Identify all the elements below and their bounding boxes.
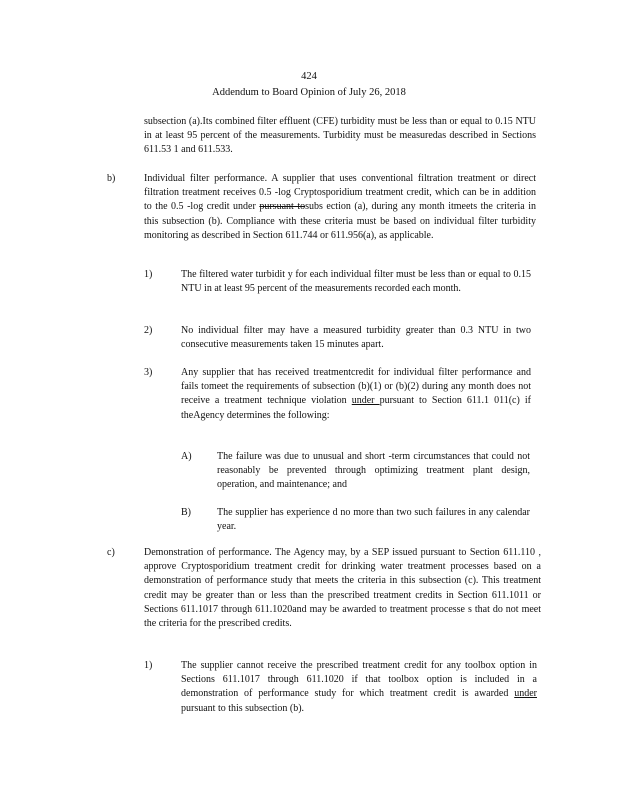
item-b3-marker: 3) — [144, 367, 153, 378]
section-c-paragraph: Demonstration of performance. The Agency may, by a SEP issued pursuant to Section 611.110 , approve Cryptosporidium treatment credit for drinking water treatment processes based on a demonstration of performance study that meets the criteria in this subsection (c). This treatment credit may be greater than or less than the prescribed treatment credits in Section 611.1011 or Sections 611.1017 through 611.1020and may be awarded to treatment processe s that do not meet the criteria for the prescribed credits. — [144, 547, 541, 630]
item-b3-text-part1: Any supplier that has received treatmentcredit for individual filter performance and fails tomeet the requirements of subsection (b)(1) or (b)(2) during any month does not receive a treatment technique violation — [181, 367, 531, 407]
item-b3-text-part2: pursuant to Section 611.1 011(c) if theAgency determines the following: — [181, 395, 531, 421]
section-b-text-part2: subs ection (a), during any month itmeets the criteria in this subsection (b). Compliance with these criteria must be based on individual filter turbidity monitoring as described in Section 611.744 or 611.956(a), as applicable. — [144, 201, 536, 241]
section-b-text-part1: Individual filter performance. A supplier that uses conventional filtration treatment or direct filtration treatment receives 0.5 -log Cryptosporidium treatment credit, which can be in addition to the 0.5 -log credit under — [144, 173, 536, 213]
item-b2-text: No individual filter may have a measured turbidity greater than 0.3 NTU in two consecutive measurements taken 15 minutes apart. — [181, 325, 531, 351]
item-c1-paragraph — [181, 659, 537, 716]
item-b2-marker: 2) — [144, 325, 153, 336]
item-b3-underlined-text: under — [351, 395, 380, 407]
section-b-paragraph — [144, 172, 536, 243]
item-b3-paragraph — [181, 366, 531, 423]
subitem-b-marker: B) — [181, 507, 191, 518]
page-number: 424 — [301, 71, 317, 82]
section-b-strikethrough-text: pursuant to — [259, 201, 306, 213]
subitem-a-marker: A) — [181, 451, 192, 462]
subitem-b-text: The supplier has experience d no more than two such failures in any calendar year. — [217, 507, 530, 533]
subitem-a-text: The failure was due to unusual and short -term circumstances that could not reasonably be prevented through optimizing treatment plant design, operation, and maintenance; and — [217, 451, 530, 491]
intro-paragraph: subsection (a).Its combined filter effluent (CFE) turbidity must be less than or equal to 0.15 NTU in at least 95 percent of the measurements. Turbidity must be measuredas described in Sections 611.53 1 and 611.533. — [144, 116, 536, 156]
page-header-title: Addendum to Board Opinion of July 26, 2018 — [212, 87, 406, 98]
item-c1-marker: 1) — [144, 660, 153, 671]
item-b1-text: The filtered water turbidit y for each individual filter must be less than or equal to 0.15 NTU in at least 95 percent of the measurements recorded each month. — [181, 269, 531, 295]
section-b-marker: b) — [107, 173, 116, 184]
section-c-marker: c) — [107, 547, 115, 558]
item-c1-text-part2: pursuant to this subsection (b). — [181, 702, 305, 714]
item-c1-underlined-text: under — [514, 688, 537, 700]
item-c1-text-part1: The supplier cannot receive the prescribed treatment credit for any toolbox option in Sections 611.1017 through 611.1020 if that toolbox option is included in a demonstration of performance study for which treatment credit is awarded — [181, 660, 537, 700]
item-b1-marker: 1) — [144, 269, 153, 280]
